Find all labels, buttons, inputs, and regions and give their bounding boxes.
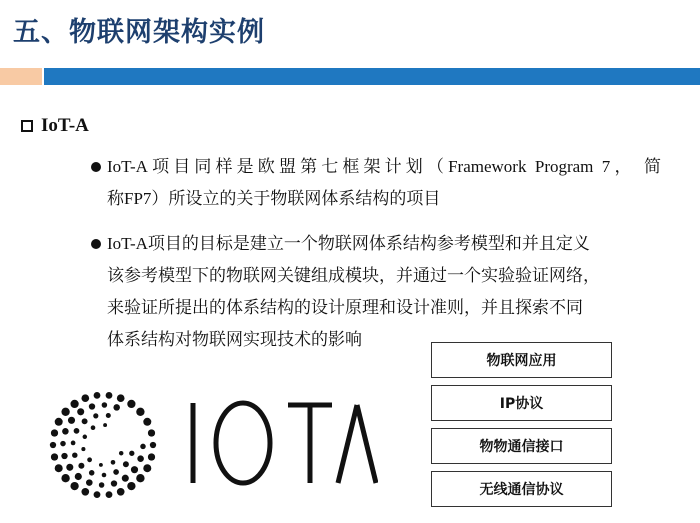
bullet-dot-icon [91, 239, 101, 249]
logo-dot [82, 418, 88, 424]
logo-dot [94, 491, 101, 498]
logo-dot [81, 394, 89, 402]
logo-dot [136, 474, 144, 482]
logo-dot [81, 447, 85, 451]
logo-dot [61, 408, 69, 416]
logo-dot [86, 479, 93, 486]
bullet-line: IoT-A项目同样是欧盟第七框架计划（Framework Program 7， 简 [107, 157, 661, 176]
logo-dot [72, 452, 77, 457]
bullet-line: 来验证所提出的体系结构的设计原理和设计准则，并且探索不同 [107, 298, 583, 317]
logo-dot [66, 464, 73, 471]
logo-dot [78, 463, 84, 469]
logo-dot [143, 418, 151, 426]
logo-dot [61, 474, 69, 482]
bullet-item [91, 151, 661, 215]
logo-dot [113, 469, 119, 475]
logo-dot [129, 451, 134, 456]
logo-dot [75, 473, 82, 480]
header-bar [44, 68, 700, 85]
bullet-line: 该参考模型下的物联网关键组成模块，并通过一个实验验证网络， [107, 266, 600, 285]
logo-dot [106, 392, 113, 399]
logo-dot [94, 392, 101, 399]
logo-dot [71, 441, 76, 446]
logo-dot [99, 463, 103, 467]
logo-dot [148, 453, 155, 460]
logo-dot [136, 408, 144, 416]
header-accent-bar [0, 68, 42, 85]
logo-dot [87, 457, 92, 462]
checkbox-bullet-icon [21, 120, 33, 132]
logo-dot [102, 402, 108, 408]
logo-dot [127, 400, 135, 408]
layer-box-wireless: 无线通信协议 [431, 471, 612, 507]
logo-dot [113, 404, 120, 411]
logo-dot [117, 394, 125, 402]
logo-dot [70, 482, 78, 490]
logo-dot [117, 488, 125, 496]
logo-dot [51, 453, 58, 460]
logo-dot [150, 442, 156, 448]
logo-dot [70, 400, 78, 408]
logo-dot [127, 482, 135, 490]
logo-dot [50, 442, 56, 448]
slide-title: 五、物联网架构实例 [13, 17, 265, 48]
logo-dot [122, 475, 129, 482]
logo-dot [103, 423, 107, 427]
logo-dot [55, 464, 63, 472]
logo-dot [93, 413, 98, 418]
iota-logo [48, 385, 378, 505]
logo-dot [91, 425, 96, 430]
logo-dot [81, 488, 89, 496]
logo-dot [74, 428, 80, 434]
logo-dot [62, 428, 69, 435]
logo-dot [89, 403, 95, 409]
iota-wordmark [193, 403, 376, 483]
logo-dot [99, 482, 105, 488]
logo-dot [60, 441, 66, 447]
logo-dot [131, 466, 138, 473]
logo-dot [68, 417, 75, 424]
logo-dot [89, 470, 95, 476]
logo-dot [83, 435, 88, 440]
section-heading [21, 113, 89, 139]
logo-dot [111, 460, 116, 465]
logo-dot [123, 461, 129, 467]
bullet-item [91, 228, 661, 356]
logo-dot [111, 480, 117, 486]
bullet-line: 称FP7）所设立的关于物联网体系结构的项目 [107, 189, 441, 208]
bullet-line: 体系结构对物联网实现技术的影响 [107, 330, 362, 349]
logo-dot [119, 451, 124, 456]
logo-dot [51, 429, 58, 436]
logo-dot [106, 413, 111, 418]
logo-dot [137, 455, 144, 462]
logo-dot [61, 453, 67, 459]
section-title: IoT-A [41, 115, 89, 136]
bullet-dot-icon [91, 162, 101, 172]
iota-dot-cluster-icon [50, 392, 156, 498]
logo-dot [77, 408, 84, 415]
logo-dot [148, 429, 155, 436]
bullet-line: IoT-A项目的目标是建立一个物联网体系结构参考模型和并且定义 [107, 234, 590, 253]
layer-box-interface: 物物通信接口 [431, 428, 612, 464]
logo-dot [143, 464, 151, 472]
logo-dot [55, 418, 63, 426]
logo-dot [106, 491, 113, 498]
layer-box-ip: IP协议 [431, 385, 612, 421]
layer-box-application: 物联网应用 [431, 342, 612, 378]
logo-dot [140, 444, 146, 450]
logo-dot [102, 473, 107, 478]
